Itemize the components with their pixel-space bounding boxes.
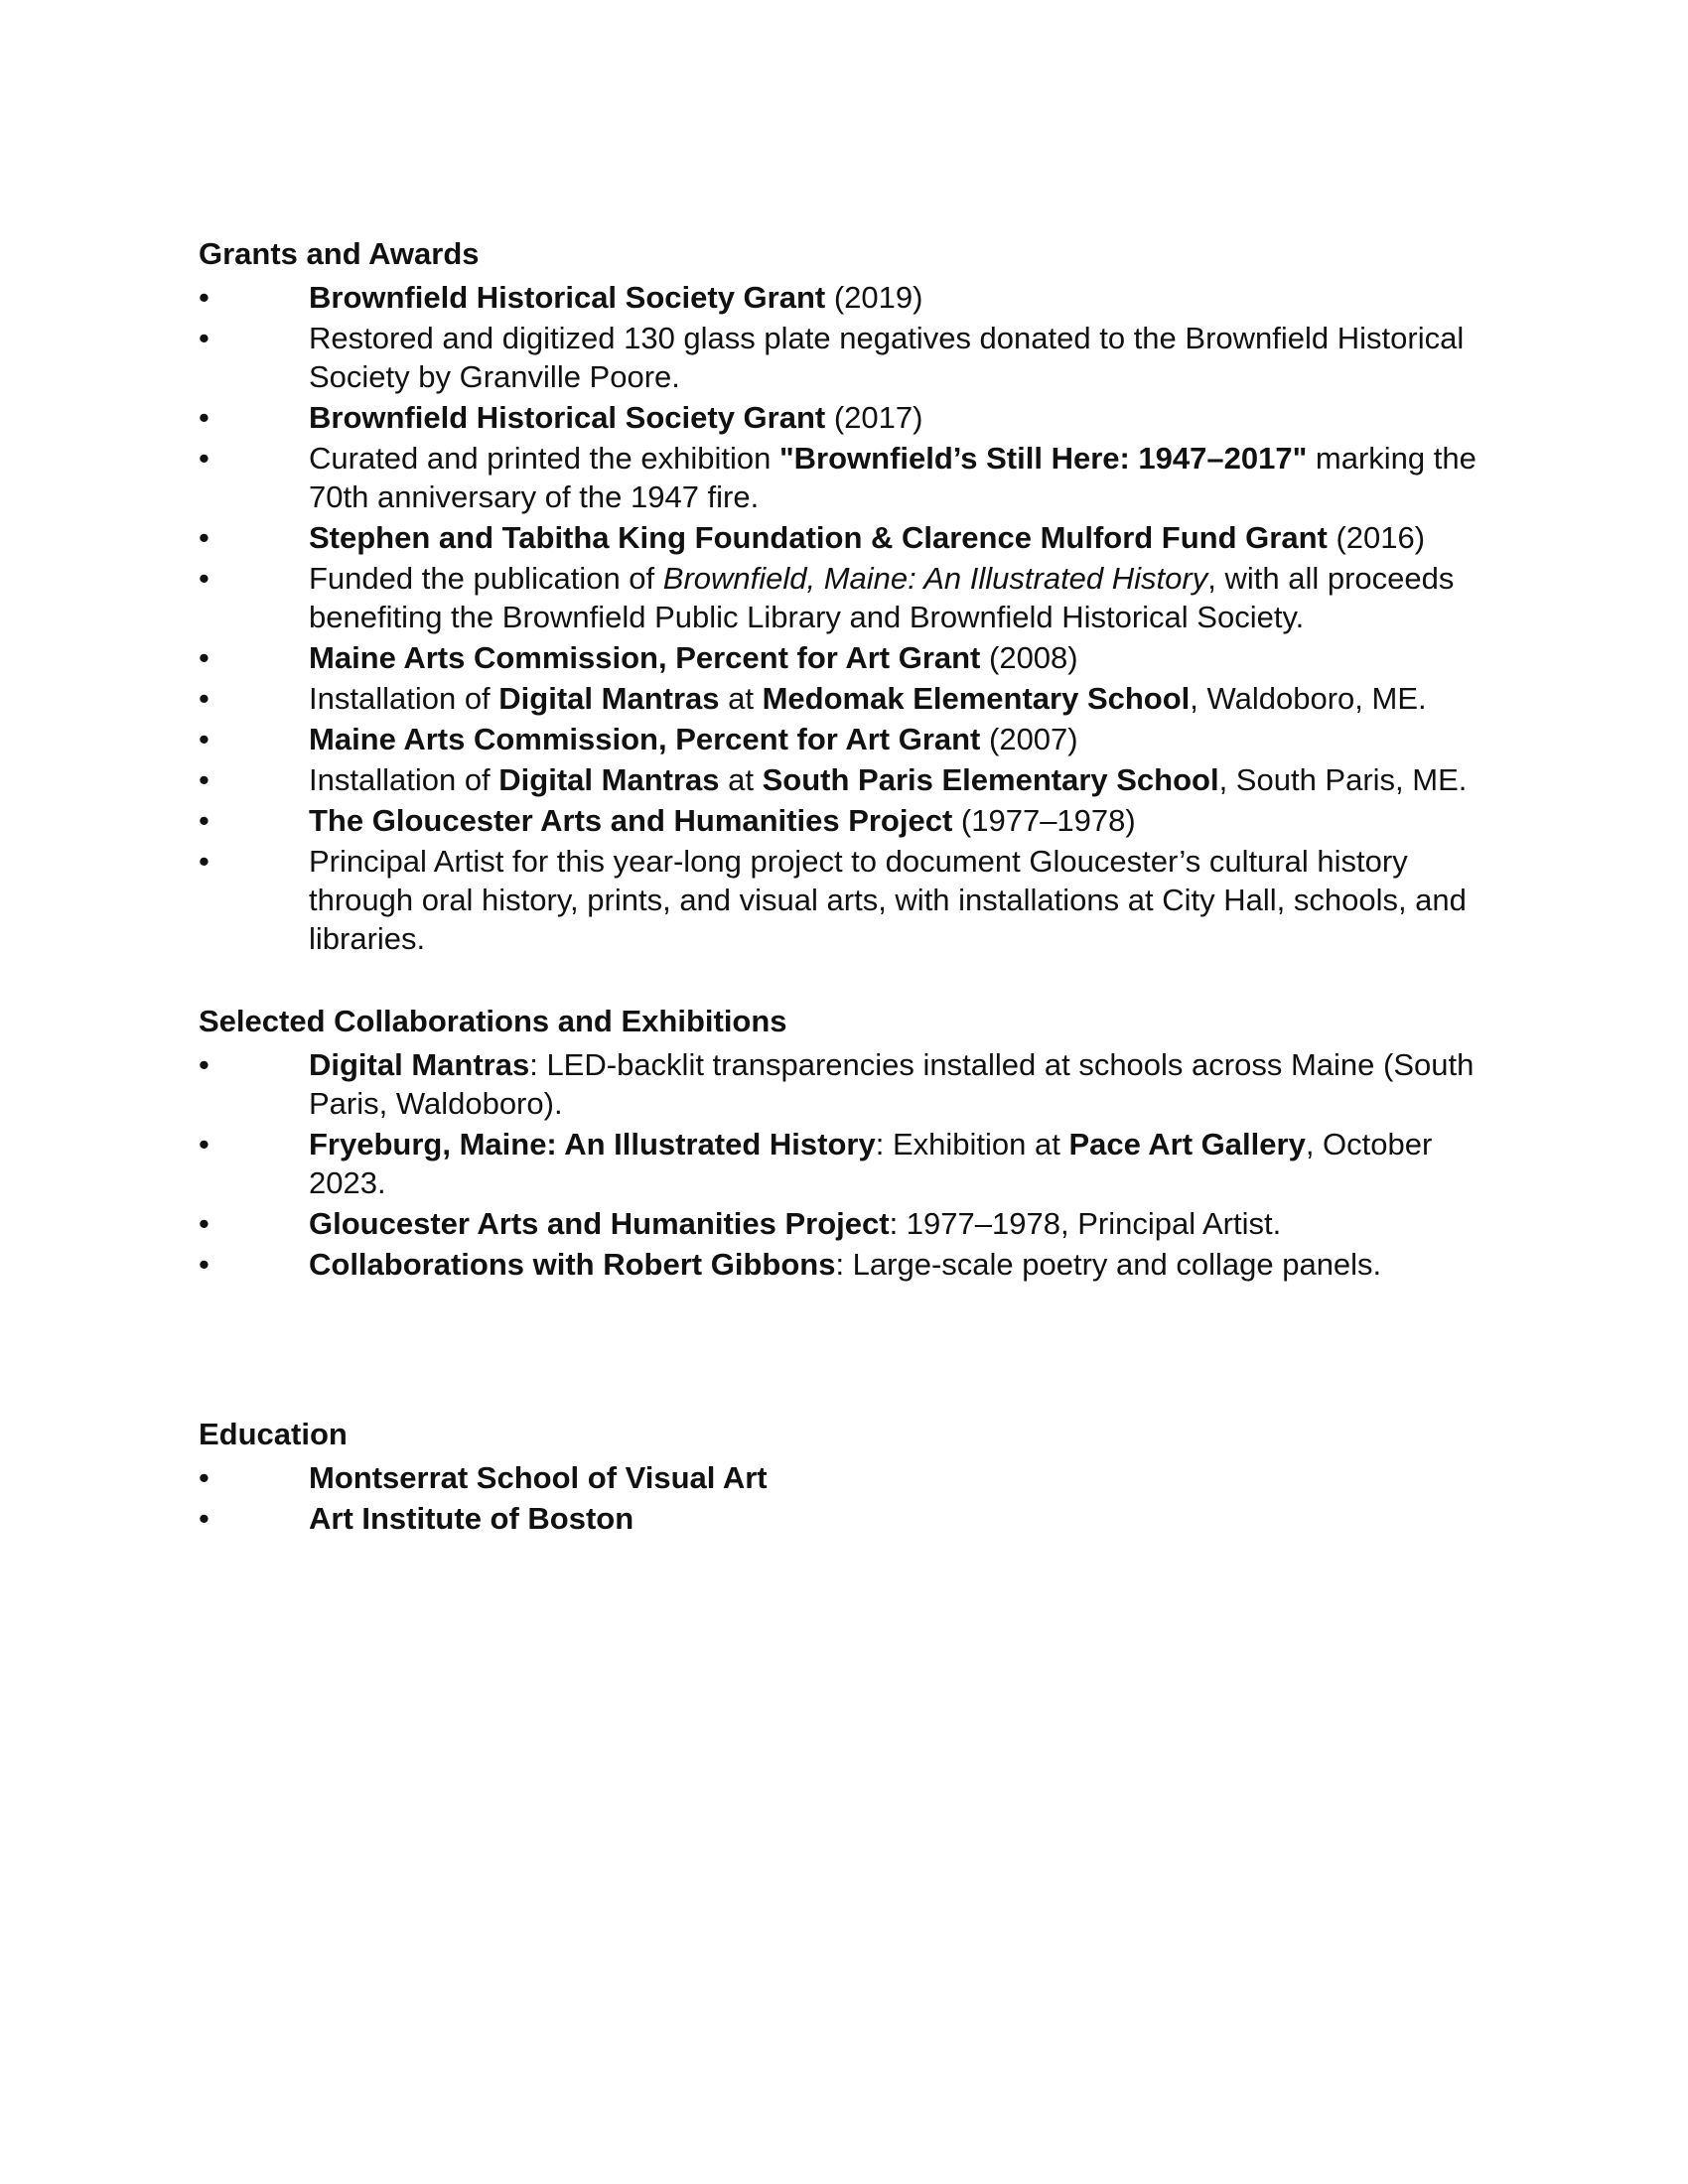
list-item: • Installation of Digital Mantras at Medomak Elementary School, Waldoboro, ME.: [199, 681, 1427, 716]
grants-section: [199, 234, 1489, 958]
bullet-icon: •: [199, 762, 210, 797]
bullet-icon: •: [199, 803, 210, 838]
bullet-icon: •: [199, 321, 210, 355]
bullet-icon: •: [199, 681, 210, 716]
list-item: • Brownfield Historical Society Grant (2017): [199, 400, 923, 435]
bullet-icon: •: [199, 1501, 210, 1536]
bullet-icon: •: [199, 441, 210, 476]
list-item: • Installation of Digital Mantras at South Paris Elementary School, South Paris, ME.: [199, 762, 1468, 797]
bullet-icon: •: [199, 640, 210, 675]
list-item: • Collaborations with Robert Gibbons: Large-scale poetry and collage panels.: [199, 1247, 1382, 1282]
bullet-icon: •: [199, 280, 210, 315]
bullet-icon: •: [199, 844, 210, 879]
bullet-icon: •: [199, 1206, 210, 1241]
bullet-icon: •: [199, 1127, 210, 1161]
list-item: • Principal Artist for this year-long project to document Gloucester’s cultural history through oral history, prints, and visual arts, with installations at City Hall, schools, and libraries.: [199, 844, 1467, 956]
education-section: [199, 1415, 1489, 1538]
bullet-icon: •: [199, 1047, 210, 1082]
bullet-icon: •: [199, 561, 210, 596]
grants-heading: Grants and Awards: [199, 236, 480, 271]
education-list: [199, 1458, 1489, 1538]
list-item: • Montserrat School of Visual Art: [199, 1460, 768, 1495]
collaborations-heading: Selected Collaborations and Exhibitions: [199, 1004, 787, 1038]
bullet-icon: •: [199, 1247, 210, 1282]
list-item: • Funded the publication of Brownfield, Maine: An Illustrated History, with all proceeds benefiting the Brownfield Public Library and Brownfield Historical Society.: [199, 561, 1455, 634]
education-heading: Education: [199, 1417, 348, 1451]
list-item: • Stephen and Tabitha King Foundation & Clarence Mulford Fund Grant (2016): [199, 520, 1426, 555]
collaborations-list: [199, 1045, 1489, 1284]
resume-page: [199, 234, 1489, 1540]
bullet-icon: •: [199, 1460, 210, 1495]
grants-list: [199, 278, 1489, 958]
bullet-icon: •: [199, 400, 210, 435]
list-item: • Restored and digitized 130 glass plate negatives donated to the Brownfield Historical Society by Granville Poore.: [199, 321, 1465, 394]
list-item: • The Gloucester Arts and Humanities Project (1977–1978): [199, 803, 1136, 838]
collaborations-section: [199, 1002, 1489, 1284]
list-item: • Gloucester Arts and Humanities Project: 1977–1978, Principal Artist.: [199, 1206, 1282, 1241]
list-item: • Maine Arts Commission, Percent for Art Grant (2007): [199, 722, 1078, 756]
bullet-icon: •: [199, 722, 210, 756]
list-item: • Brownfield Historical Society Grant (2019): [199, 280, 923, 315]
list-item: • Maine Arts Commission, Percent for Art Grant (2008): [199, 640, 1078, 675]
list-item: • Digital Mantras: LED-backlit transparencies installed at schools across Maine (South Paris, Waldoboro).: [199, 1047, 1475, 1121]
list-item: • Art Institute of Boston: [199, 1501, 634, 1536]
list-item: • Curated and printed the exhibition "Brownfield’s Still Here: 1947–2017" marking the 70th anniversary of the 1947 fire.: [199, 441, 1477, 514]
list-item: • Fryeburg, Maine: An Illustrated History: Exhibition at Pace Art Gallery, October 2023.: [199, 1127, 1433, 1200]
bullet-icon: •: [199, 520, 210, 555]
